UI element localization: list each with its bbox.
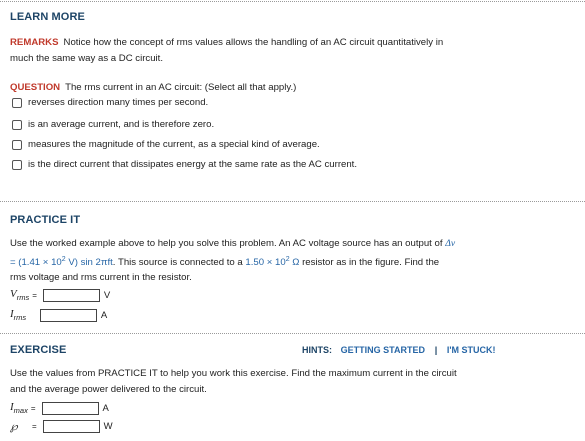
hints-label: HINTS:	[302, 345, 332, 355]
voltage-exponent: 2	[61, 256, 66, 263]
imax-variable	[10, 401, 28, 415]
exercise-line2: and the average power delivered to the circuit.	[10, 384, 207, 395]
irms-subscript: rms	[13, 313, 27, 322]
practice-line1	[10, 238, 455, 249]
vrms-answer-row	[10, 288, 110, 302]
irms-unit: A	[100, 309, 108, 321]
checkbox[interactable]	[12, 140, 22, 150]
power-symbol: ℘	[10, 421, 18, 433]
equals-sign: =	[32, 290, 37, 300]
option-row-4[interactable]	[12, 159, 357, 170]
vrms-subscript: rms	[16, 293, 30, 302]
question-line	[10, 82, 296, 93]
resistance-mantissa: 1.50 × 10	[245, 257, 286, 268]
equals-sign: =	[32, 422, 37, 431]
voltage-amplitude: = (1.41 × 10	[10, 257, 62, 268]
imax-subscript: max	[13, 406, 28, 415]
irms-variable	[10, 308, 26, 322]
hint-separator: |	[434, 345, 438, 355]
option-label: measures the magnitude of the current, as a special kind of average.	[28, 139, 320, 150]
equals-sign: =	[30, 403, 36, 413]
imax-unit: A	[102, 402, 109, 414]
imax-input[interactable]	[42, 402, 99, 415]
option-row-3[interactable]	[12, 139, 320, 150]
practice-line2	[10, 256, 439, 268]
checkbox[interactable]	[12, 160, 22, 170]
irms-input[interactable]	[40, 309, 97, 322]
practice-text: Use the worked example above to help you solve this problem. An AC voltage source has an output of	[10, 238, 446, 249]
practice-heading: PRACTICE IT	[10, 214, 81, 226]
im-stuck-link[interactable]: I'M STUCK!	[446, 345, 496, 355]
power-answer-row	[10, 420, 113, 433]
imax-answer-row	[10, 401, 109, 415]
checkbox[interactable]	[12, 98, 22, 108]
resistance-exponent: 2	[285, 256, 290, 263]
imax-symbol: I	[10, 401, 14, 413]
section-divider	[0, 333, 585, 334]
power-unit: W	[103, 421, 113, 432]
option-row-1[interactable]	[12, 97, 208, 108]
delta-v-symbol: Δv	[445, 238, 456, 249]
getting-started-link[interactable]: GETTING STARTED	[340, 345, 426, 355]
ohm-symbol: Ω	[289, 257, 300, 268]
exercise-line1: Use the values from PRACTICE IT to help you work this exercise. Find the maximum current in the circuit	[10, 368, 457, 379]
option-label: is an average current, and is therefore zero.	[28, 119, 215, 130]
remarks-label: REMARKS	[10, 37, 59, 48]
vrms-symbol: V	[10, 288, 17, 300]
power-input[interactable]	[43, 420, 100, 433]
remarks-line1	[10, 37, 443, 48]
irms-answer-row	[10, 308, 107, 322]
practice-text: . This source is connected to a	[112, 257, 246, 268]
remarks-line2: much the same way as a DC circuit.	[10, 53, 164, 64]
resistance-value	[245, 257, 299, 268]
option-label: reverses direction many times per second.	[28, 97, 209, 108]
practice-line3: rms voltage and rms current in the resistor.	[10, 272, 192, 283]
option-label: is the direct current that dissipates energy at the same rate as the AC current.	[28, 159, 358, 170]
vrms-unit: V	[103, 289, 111, 301]
irms-symbol: I	[10, 308, 14, 320]
question-text: The rms current in an AC circuit: (Select all that apply.)	[65, 82, 297, 93]
vrms-variable	[10, 288, 29, 302]
question-label: QUESTION	[10, 82, 61, 93]
hints-bar	[302, 345, 496, 356]
checkbox[interactable]	[12, 120, 22, 130]
practice-text: resistor as in the figure. Find the	[299, 257, 440, 268]
remarks-text: Notice how the concept of rms values allows the handling of an AC circuit quantitatively in	[63, 37, 444, 48]
section-divider	[0, 201, 585, 202]
voltage-expression	[10, 257, 113, 268]
voltage-function: V) sin 2πft	[65, 257, 113, 268]
top-divider	[0, 1, 585, 2]
learn-more-heading: LEARN MORE	[10, 11, 85, 23]
vrms-input[interactable]	[43, 289, 100, 302]
exercise-heading: EXERCISE	[10, 344, 67, 356]
option-row-2[interactable]	[12, 119, 214, 130]
